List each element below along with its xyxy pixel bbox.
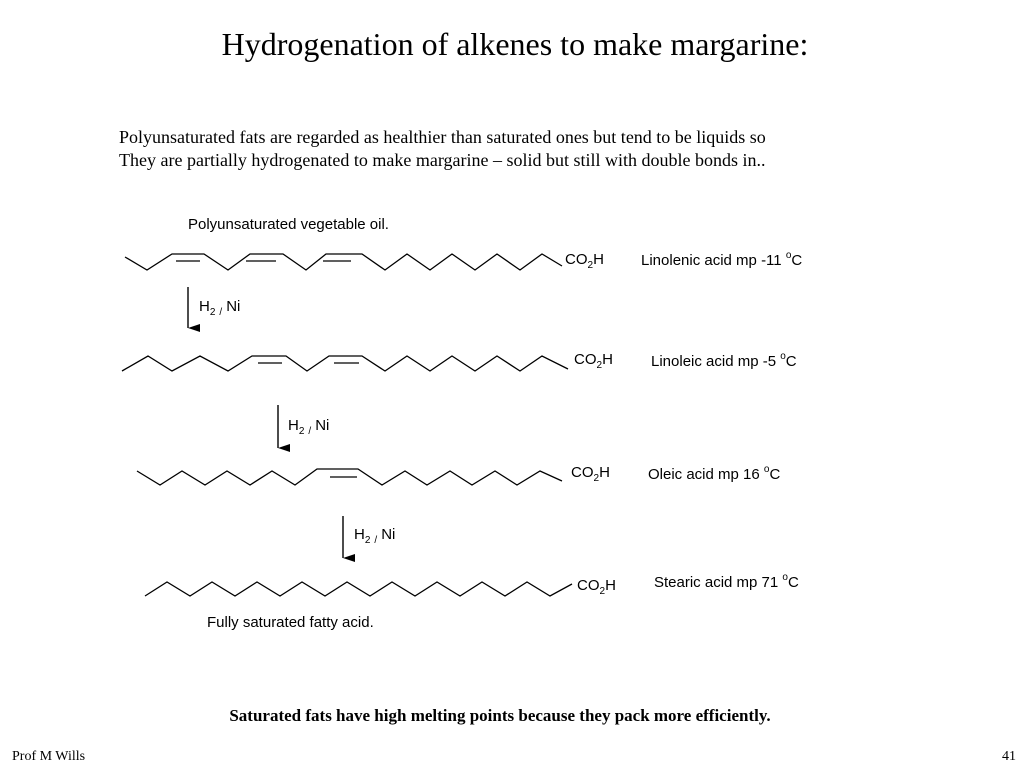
top-caption: Polyunsaturated vegetable oil. <box>188 216 389 233</box>
reagent-label-1: $H_2$ / Ni <box>199 298 241 318</box>
acid-group-label: $CO_2H$ <box>571 464 610 484</box>
linoleic-acid-structure <box>122 351 613 371</box>
acid-group-label: $CO_2H$ <box>574 351 613 371</box>
author-footer: Prof M Wills <box>12 749 86 764</box>
stearic-acid-structure <box>145 577 616 597</box>
oleic-acid-structure <box>137 464 610 485</box>
summary-statement: Saturated fats have high melting points because they pack more efficiently. <box>229 706 771 725</box>
linolenic-acid-structure <box>125 251 604 271</box>
acid-group-label: $CO_2H$ <box>565 251 604 271</box>
slide-title: Hydrogenation of alkenes to make margarine: <box>221 26 809 62</box>
oleic-acid-label: Oleic acid mp 16 $^o$C <box>648 464 781 483</box>
reagent-label-3: $H_2$ / Ni <box>354 526 396 546</box>
intro-line-2: They are partially hydrogenated to make margarine – solid but still with double bonds in.. <box>119 150 766 170</box>
bottom-caption: Fully saturated fatty acid. <box>207 614 374 631</box>
linoleic-acid-label: Linoleic acid mp -5 $^o$C <box>651 351 797 370</box>
intro-line-1: Polyunsaturated fats are regarded as healthier than saturated ones but tend to be liquids so <box>119 127 766 147</box>
reagent-label-2: $H_2$ / Ni <box>288 417 330 437</box>
acid-group-label: $CO_2H$ <box>577 577 616 597</box>
stearic-acid-label: Stearic acid mp 71 $^o$C <box>654 572 799 591</box>
page-number: 41 <box>1002 749 1016 764</box>
linolenic-acid-label: Linolenic acid mp -11 $^o$C <box>641 250 803 269</box>
